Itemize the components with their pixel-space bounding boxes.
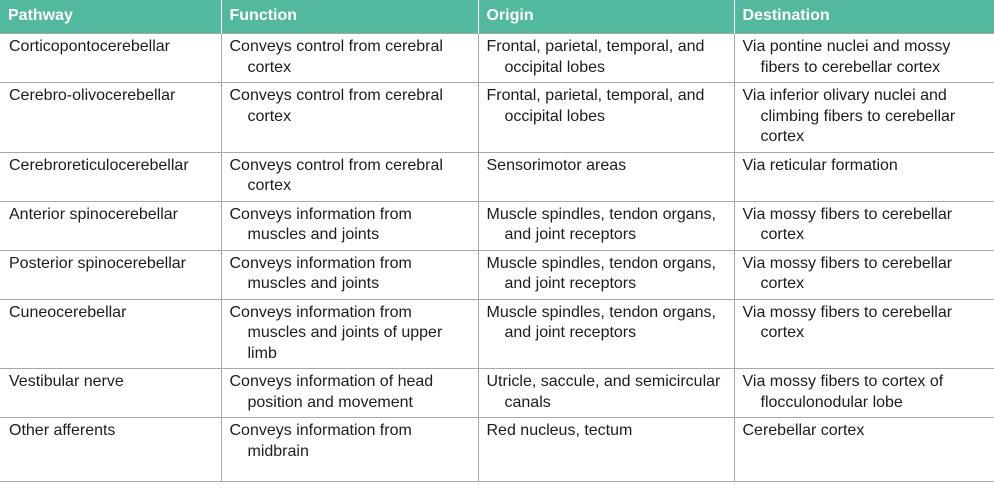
origin-text: Utricle, saccule, and semicircular canals — [486, 373, 721, 411]
pathway-cell — [0, 83, 221, 153]
table-row — [0, 152, 994, 201]
origin-cell — [478, 34, 734, 83]
table-row — [0, 418, 994, 482]
destination-text: Via mossy fibers to cerebellar cortex — [742, 254, 953, 292]
function-cell — [221, 34, 478, 83]
destination-text: Via pontine nuclei and mossy fibers to cerebellar cortex — [742, 38, 951, 76]
destination-cell — [734, 418, 994, 482]
destination-cell — [734, 250, 994, 299]
table-row — [0, 34, 994, 83]
pathway-cell — [0, 418, 221, 482]
pathway-text: Anterior spinocerebellar — [9, 205, 178, 223]
table-row — [0, 299, 994, 369]
origin-text: Sensorimotor areas — [486, 156, 627, 174]
table-row — [0, 83, 994, 153]
pathway-cell — [0, 369, 221, 418]
origin-cell — [478, 418, 734, 482]
function-cell — [221, 201, 478, 250]
destination-cell — [734, 83, 994, 153]
function-text: Conveys control from cerebral cortex — [229, 87, 443, 125]
pathway-text: Cuneocerebellar — [9, 303, 127, 321]
function-text: Conveys control from cerebral cortex — [229, 156, 443, 194]
origin-cell — [478, 250, 734, 299]
table-row — [0, 201, 994, 250]
destination-text: Cerebellar cortex — [742, 422, 865, 439]
origin-text: Frontal, parietal, temporal, and occipital lobes — [486, 38, 705, 76]
pathway-text: Corticopontocerebellar — [9, 38, 170, 55]
header-destination: Destination — [734, 0, 994, 34]
pathway-text: Cerebro-olivocerebellar — [9, 87, 176, 104]
origin-cell — [478, 152, 734, 201]
origin-cell — [478, 299, 734, 369]
function-cell — [221, 250, 478, 299]
origin-cell — [478, 369, 734, 418]
function-cell — [221, 299, 478, 369]
destination-text: Via mossy fibers to cerebellar cortex — [742, 303, 953, 341]
function-text: Conveys information from midbrain — [229, 422, 412, 460]
function-cell — [221, 418, 478, 482]
pathway-cell — [0, 250, 221, 299]
origin-cell — [478, 83, 734, 153]
origin-cell — [478, 201, 734, 250]
header-row — [0, 0, 994, 34]
function-text: Conveys information of head position and movement — [229, 373, 434, 411]
destination-cell — [734, 369, 994, 418]
pathway-cell — [0, 34, 221, 83]
table-body — [0, 34, 994, 482]
table-row — [0, 369, 994, 418]
destination-cell — [734, 299, 994, 369]
destination-cell — [734, 152, 994, 201]
pathway-text: Cerebroreticulocerebellar — [9, 156, 189, 174]
pathway-cell — [0, 152, 221, 201]
function-text: Conveys information from muscles and joints — [229, 205, 412, 243]
origin-text: Red nucleus, tectum — [486, 422, 633, 439]
header-pathway: Pathway — [0, 0, 221, 34]
function-cell — [221, 83, 478, 153]
header-function: Function — [221, 0, 478, 34]
table-header — [0, 0, 994, 34]
pathway-text: Other afferents — [9, 422, 116, 439]
pathway-cell — [0, 299, 221, 369]
pathway-text: Posterior spinocerebellar — [9, 254, 186, 272]
destination-text: Via inferior olivary nuclei and climbing fibers to cerebellar cortex — [742, 87, 956, 145]
pathway-text: Vestibular nerve — [9, 373, 124, 390]
function-text: Conveys control from cerebral cortex — [229, 38, 443, 76]
origin-text: Muscle spindles, tendon organs, and joint receptors — [486, 254, 716, 292]
destination-text: Via reticular formation — [742, 156, 898, 174]
destination-text: Via mossy fibers to cortex of flocculonodular lobe — [742, 373, 944, 411]
destination-cell — [734, 34, 994, 83]
destination-text: Via mossy fibers to cerebellar cortex — [742, 205, 953, 243]
header-origin: Origin — [478, 0, 734, 34]
pathway-cell — [0, 201, 221, 250]
origin-text: Muscle spindles, tendon organs, and joint receptors — [486, 205, 716, 243]
function-text: Conveys information from muscles and joints of upper limb — [229, 303, 443, 362]
function-text: Conveys information from muscles and joints — [229, 254, 412, 292]
function-cell — [221, 152, 478, 201]
destination-cell — [734, 201, 994, 250]
origin-text: Muscle spindles, tendon organs, and joint receptors — [486, 303, 716, 341]
function-cell — [221, 369, 478, 418]
origin-text: Frontal, parietal, temporal, and occipital lobes — [486, 87, 705, 125]
table-row — [0, 250, 994, 299]
